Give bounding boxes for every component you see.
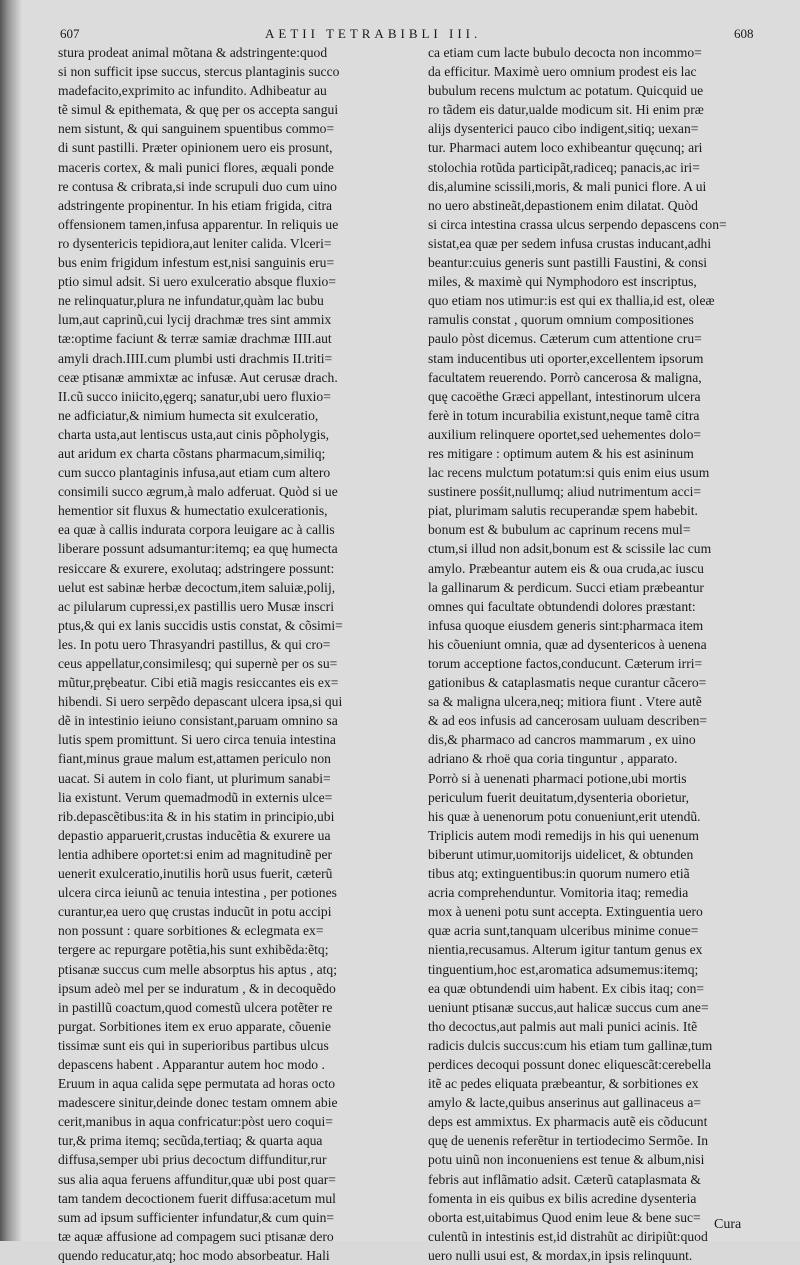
text-line: no uero abstineãt,depastionem enim dilatat. Quòd <box>428 197 698 213</box>
text-line: adstringente propinentur. In his etiam frigida, citra <box>58 197 333 213</box>
text-line: stura prodeat animal mõtana & adstringente:quod <box>58 45 328 60</box>
text-line: beantur:cuius generis sunt pastilli Faustini, & consi <box>428 255 708 271</box>
text-line: tæ:optime faciunt & terræ samiæ drachmæ IIII.aut <box>58 331 332 347</box>
text-line: mũtur,prębeatur. Cibi etiã magis resiccantes eis ex= <box>58 675 339 691</box>
text-line: aut aridum ex charta cõstans pharmacum,similiq; <box>58 445 326 461</box>
text-line: uacat. Si autem in colo fiant, ut plurimum sanabi= <box>58 770 331 786</box>
text-line: rib.depascẽtibus:ita & in his statim in principio,ubi <box>58 808 335 824</box>
text-line: culentũ in intestinis est,id distrahũt ac diripiũt:quod <box>428 1228 708 1244</box>
text-line: diffusa,semper ubi prius decoctum diffunditur,rur <box>58 1152 327 1168</box>
text-line: quo etiam nos utimur:is est qui ex thallia,id est, oleæ <box>428 293 715 309</box>
text-line: purgat. Sorbitiones item ex eruo apparate, cõuenie <box>58 1018 332 1034</box>
text-line: nem sistunt, & qui sanguinem spuentibus commo= <box>58 121 335 137</box>
text-line: amylo & lacte,quibus anserinus aut gallinaceus a= <box>428 1095 702 1111</box>
text-line: lia existunt. Verum quemadmodũ in externis ulce= <box>58 789 333 805</box>
text-line: ro dysentericis tepidiora,aut leniter calida. Vlceri= <box>58 235 332 251</box>
text-line: res mitigare : optimum autem & his est asininum <box>428 445 694 461</box>
text-line: ulcera circa ieiunũ ac tenuia intestina , per potiones <box>58 885 337 901</box>
text-line: fomenta in eis quibus ex bilis acredine dysenteria <box>428 1190 697 1206</box>
text-line: torum acceptione factos,conducunt. Cæterum irri= <box>428 656 703 671</box>
text-line: auxilium relinquere oportet,sed uehementes dolo= <box>428 426 702 442</box>
text-line: lac recens mulctum potatum:si quis enim eius usum <box>428 465 710 481</box>
text-line: non possunt : quare sorbitiones & eclegmata ex= <box>58 923 324 939</box>
text-line: sa & maligna ulcera,neq; mitiora fiunt . Vtere autẽ <box>428 694 702 710</box>
text-line: amylo. Præbeantur autem eis & oua cruda,ac iuscu <box>428 560 704 576</box>
text-line: itẽ ac pedes eliquata præbeantur, & sorbitiones ex <box>428 1076 699 1092</box>
text-line: & ad eos infusis ad cancerosam uuluam describen= <box>428 713 708 729</box>
text-line: gationibus & cataplasmatis neque curantur cãcero= <box>428 675 707 691</box>
running-header <box>0 2 800 42</box>
text-line: lutis spem promittunt. Si uero circa tenuia intestina <box>58 732 336 748</box>
text-line: omnes qui facultate obtundendi dolores præstant: <box>428 598 696 614</box>
text-line: uelut est sabinæ herbæ decoctum,item saluiæ,polij, <box>58 579 336 595</box>
text-line: uenerit exulceratio,inutilis horũ usus fuerit, cæterũ <box>58 866 333 882</box>
text-line: tergere ac repurgare potẽtia,his sunt exhibẽda:ẽtq; <box>58 942 329 958</box>
text-line: depastio apparuerit,crustas inducẽtia & exurere ua <box>58 827 331 843</box>
text-line: les. In potu uero Thrasyandri pastillus, & qui cro= <box>58 636 331 652</box>
text-line: ptio simul adsit. Si uero exulceratio absque fluxio= <box>58 274 336 290</box>
text-line: tinguentium,hoc est,aromatica adsumemus:itemq; <box>428 961 699 977</box>
text-line: nientia,recusamus. Alterum igitur tantum genus ex <box>428 942 703 958</box>
text-line: quę de uenenis referẽtur in tertiodecimo Sermõe. In <box>428 1133 709 1149</box>
text-line: miles, & maximè qui Nymphodoro est inscriptus, <box>428 274 697 290</box>
text-line: ferè in totum incurabilia existunt,neque tamẽ citra <box>428 407 700 423</box>
text-line: febris aut inflãmatio adsit. Cæterũ cataplasmata & <box>428 1171 701 1187</box>
text-line: cum succo plantaginis infusa,aut etiam cum altero <box>58 465 331 481</box>
text-line: Porrò si à uenenati pharmaci potione,ubi mortis <box>428 770 687 786</box>
text-line: bubulum recens mulctum ac potatum. Quicquid ue <box>428 83 704 99</box>
text-line: facultatem reuerendo. Porrò cancerosa & maligna, <box>428 369 702 385</box>
text-line: tissimæ sunt eis qui in superioribus partibus ulcus <box>58 1037 329 1053</box>
text-line: lum,aut caprinũ,cui lycij drachmæ tres sint ammix <box>58 312 332 328</box>
text-line: ramulis constat , quorum omnium compositiones <box>428 312 694 328</box>
text-line: tẽ simul & epithemata, & quę per os accepta sangui <box>58 102 339 118</box>
text-line: tæ aquæ affusione ad compagem suci ptisanæ dero <box>58 1228 334 1244</box>
page-number-left: 607 <box>60 26 80 41</box>
text-line: bonum est & bubulum ac caprinum recens mul= <box>428 522 691 538</box>
text-line: madescere sinitur,deinde donec testam omnem abie <box>58 1095 338 1111</box>
text-line: perdices decoqui possunt donec eliquescãt:cerebella <box>428 1056 712 1072</box>
text-line: dẽ in intestinio ieiuno consistant,paruam omnino sa <box>58 713 338 729</box>
text-line: di sunt pastilli. Præter opinionem uero eis prosunt, <box>58 140 333 156</box>
text-line: infusa quoque eiusdem generis sint:pharmaca item <box>428 617 704 633</box>
text-line: madefacito,exprimito ac infundito. Adhibeatur au <box>58 83 327 99</box>
text-line: dis,alumine scissili,moris, & mali punici flore. A ui <box>428 178 707 194</box>
text-line: piat, plurimam salutis recuperandæ spem habebit. <box>428 503 698 519</box>
text-line: quendo reducatur,atq; hoc modo absorbeatur. Hali <box>58 1247 330 1263</box>
text-line: deps est ammixtus. Ex pharmacis autẽ eis cõducunt <box>428 1114 708 1130</box>
catchword: Cura <box>714 1217 742 1232</box>
text-line: oborta est,uitabimus Quod enim leue & bene suc= <box>428 1209 701 1225</box>
text-line: paulo pòst dicemus. Cæterum cum attentione cru= <box>428 331 702 347</box>
text-line: quę cacoëthe Græci appellant, intestinorum ulcera <box>428 388 701 404</box>
text-line: ca etiam cum lacte bubulo decocta non incommo= <box>428 45 702 60</box>
text-line: tur. Pharmaci autem loco exhibeantur quęcunq; ari <box>428 140 703 156</box>
text-line: da efficitur. Maximè uero omnium prodest eis lac <box>428 64 697 80</box>
text-line: la gallinarum & perdicum. Succi etiam præbeantur <box>428 579 704 595</box>
text-line: dis,& pharmaco ad cancros mammarum , ex uino <box>428 732 696 748</box>
text-line: ea quæ obtundendi uim habent. Ex cibis itaq; con= <box>428 980 705 996</box>
text-line: ac pilularum cupressi,ex pastillis uero Musæ inscri <box>58 598 334 614</box>
text-line: ceus appellatur,consimilesq; qui supernè per os su= <box>58 656 338 671</box>
text-line: biberunt utimur,uomitorijs uidelicet, & obtunden <box>428 846 694 862</box>
right-text-column <box>428 43 764 1265</box>
text-line: hibendi. Si uero serpẽdo depascant ulcera ipsa,si qui <box>58 694 343 710</box>
text-line: Triplicis autem modi remedijs in his qui uenenum <box>428 827 699 843</box>
text-line: quæ acria sunt,tanquam ulceribus minime conue= <box>428 923 699 939</box>
text-line: liberare possunt adsumantur:itemq; ea quę humecta <box>58 541 338 557</box>
text-line: his quæ à uenenorum potu conueniunt,erit utendũ. <box>428 808 701 824</box>
text-line: radicis dulcis succus:cum his etiam tum gallinæ,tum <box>428 1037 713 1053</box>
text-line: ceæ ptisanæ ammixtæ ac infusæ. Aut cerusæ drach. <box>58 369 338 385</box>
text-line: consimili succo ægrum,à malo adferuat. Quòd si ue <box>58 484 338 500</box>
text-line: ne adficiatur,& nimium humecta sit exulceratio, <box>58 407 319 423</box>
text-line: mox à ueneni potu sunt accepta. Extinguentia uero <box>428 904 703 920</box>
text-line: potu uinũ non inconueniens est tenue & album,nisi <box>428 1152 705 1168</box>
text-line: sum ad ipsum sufficienter infundatur,& cum quin= <box>58 1209 335 1225</box>
text-line: tam tandem decoctionem fuerit diffusa:acetum mul <box>58 1190 336 1206</box>
page-number-right: 608 <box>734 26 754 41</box>
text-line: Eruum in aqua calida sępe permutata ad horas octo <box>58 1076 336 1092</box>
text-line: tur,& prima itemq; secũda,tertiaq; & quarta aqua <box>58 1133 323 1149</box>
text-line: ptus,& qui ex lanis succidis ustis constat, & cõsimi= <box>58 617 343 633</box>
text-line: ptisanæ succus cum melle absorptus his aptus , atq; <box>58 961 338 977</box>
text-line: ro tãdem eis datur,ualde modicum sit. Hi enim præ <box>428 102 704 118</box>
text-line: fiant,minus graue malum est,attamen periculo non <box>58 751 331 767</box>
left-text-column <box>58 43 398 1265</box>
running-title: AETII TETRABIBLI III. <box>265 26 482 41</box>
text-line: periculum fuerit deuitatum,dysenteria oborietur, <box>428 789 690 805</box>
text-line: sus alia aqua feruens affunditur,quæ ubi post quar= <box>58 1171 336 1187</box>
text-line: tho decoctus,aut palmis aut mali punici acinis. Itẽ <box>428 1018 698 1034</box>
text-line: sistat,ea quæ per sedem infusa crustas inducant,adhi <box>428 235 712 251</box>
text-line: ueniunt ptisanæ succus,aut halicæ succus cum ane= <box>428 999 709 1015</box>
text-line: offensionem tamen,infusa apparentur. In reliquis ue <box>58 216 339 232</box>
text-line: hementior sit fluxus & humectatio exulcerationis, <box>58 503 328 519</box>
text-line: maceris cortex, & mali punici flores, æquali ponde <box>58 159 334 175</box>
text-line: re contusa & cribrata,si inde scrupuli duo cum uino <box>58 178 337 194</box>
text-line: in pastillũ coactum,quod comestũ ulcera potẽter re <box>58 999 333 1015</box>
text-line: ea quæ à callis indurata corpora leuigare ac à callis <box>58 522 335 538</box>
text-line: tibus atq; extinguentibus:in quorum numero etiã <box>428 866 690 882</box>
text-line: acria comprehenduntur. Vomitoria itaq; remedia <box>428 885 689 901</box>
text-line: curantur,ea uero quę crustas inducũt in potu accipi <box>58 904 332 920</box>
text-line: si non sufficit ipse succus, stercus plantaginis succo <box>58 64 340 80</box>
text-line: ipsum adeò mel per se induratum , & in decoquẽdo <box>58 980 336 996</box>
text-line: II.cũ succo iniicito,ęgerq; sanatur,ubi uero fluxio= <box>58 388 331 404</box>
text-line: resiccare & exurere, exolutaq; adstringere possunt: <box>58 560 335 576</box>
text-line: alijs dysenterici pauco cibo indigent,sitiq; uexan= <box>428 121 699 137</box>
text-line: lentia adhibere oportet:si enim ad magnitudinẽ per <box>58 846 333 862</box>
text-line: bus enim frigidum infestum est,nisi sanguinis eru= <box>58 255 335 271</box>
text-line: stolochia rotũda participãt,radiceq; panacis,ac iri= <box>428 159 700 175</box>
text-line: charta usta,aut lentiscus usta,aut cinis põpholygis, <box>58 426 330 442</box>
text-line: cerit,manibus in aqua confricatur:pòst uero coqui= <box>58 1114 333 1130</box>
text-line: sustinere posśit,nullumq; aliud nutrimentum acci= <box>428 484 702 500</box>
text-line: depascens habent . Apparantur autem hoc modo . <box>58 1056 325 1072</box>
text-line: ne relinquatur,plura ne infundatur,quàm lac bubu <box>58 293 324 309</box>
text-line: amyli drach.IIII.cum plumbi usti drachmis II.triti= <box>58 350 333 366</box>
text-line: uero nulli usui est, & mordax,in ipsis relinquunt. <box>428 1247 693 1263</box>
text-line: adriano & rhoë qua coria tinguntur , apparato. <box>428 751 678 767</box>
text-line: ctum,si illud non adsit,bonum est & scissile lac cum <box>428 541 712 557</box>
text-line: his cõueniunt omnia, quæ ad dysentericos à uenena <box>428 636 707 652</box>
text-line: stam inducentibus uti oporter,excellentem ipsorum <box>428 350 704 366</box>
text-line: si circa intestina crassa ulcus serpendo depascens con= <box>428 216 727 232</box>
